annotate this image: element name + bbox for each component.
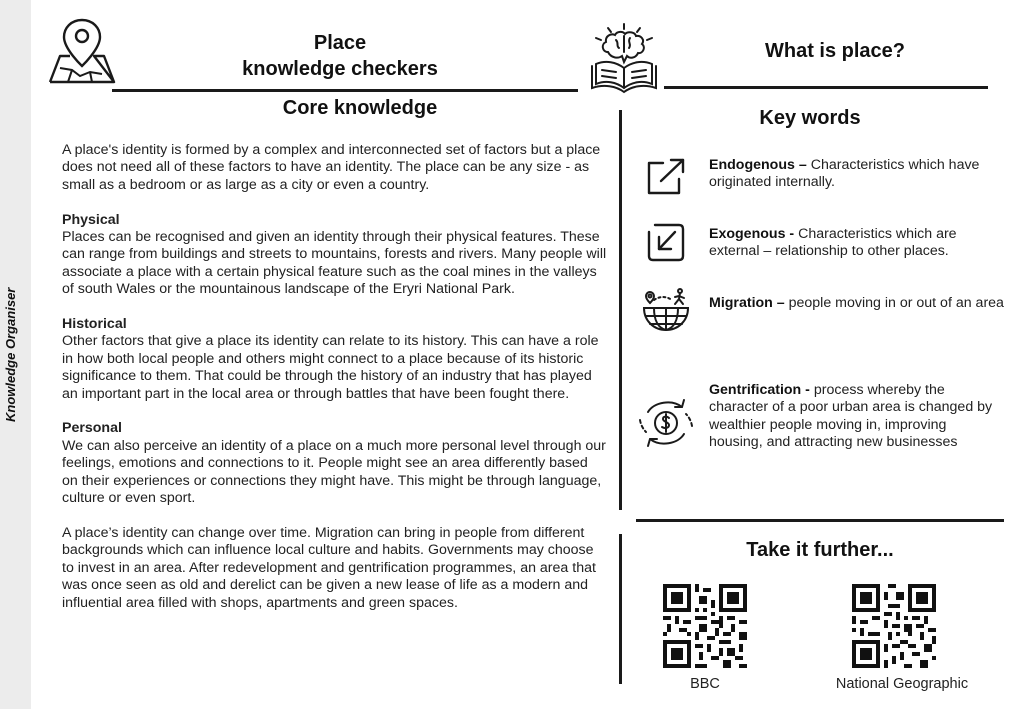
core-knowledge-heading: Core knowledge	[282, 97, 438, 119]
keyword-definition: process whereby the character of a poor urban area is changed by wealthier people moving in, improving housing, and attracting new businesses	[709, 382, 993, 451]
personal-title: Personal	[62, 420, 122, 437]
map-pin-icon	[46, 16, 116, 84]
keyword-endogenous	[709, 157, 1009, 192]
core-knowledge-body	[62, 142, 607, 629]
money-cycle-icon	[638, 398, 694, 448]
sidebar-label: Knowledge Organiser	[3, 287, 18, 423]
personal-text: We can also perceive an identity of a place on a much more personal level through our feelings, emotions and connections to it. People might see an area differently based on their experiences or connections they might have. This might be through language, culture or even sport.	[62, 437, 606, 507]
right-title-underline	[664, 86, 988, 89]
globe-migration-icon	[640, 288, 692, 332]
keyword-term: Gentrification -	[709, 382, 810, 398]
keyword-term: Exogenous -	[709, 226, 795, 242]
title-underline	[112, 89, 578, 92]
keyword-definition: Characteristics which have originated internally.	[709, 157, 980, 191]
title-line-1: Place	[313, 32, 367, 54]
core-closing: A place’s identity can change over time. Migration can bring in people from different backgrounds which can influence local culture and habits. Governments may choose to invest in an area. After redevelopment and gentrification programmes, an area that was once seen as old and derelict can be given a new lease of life as a modern and influential area filled with shops, apartments and green spaces.	[62, 524, 596, 611]
physical-section	[62, 212, 607, 299]
personal-section	[62, 420, 607, 507]
keyword-gentrification	[709, 382, 1001, 452]
arrow-out-icon	[645, 157, 687, 197]
take-it-further-heading: Take it further...	[746, 539, 894, 561]
keyword-term: Endogenous –	[709, 157, 807, 173]
bbc-link-label[interactable]: BBC	[690, 676, 720, 692]
qr-code-icon[interactable]	[663, 584, 747, 668]
physical-text: Places can be recognised and given an identity through their physical features. These can range from buildings and streets to mountains, forests and rivers. Many people will associate a place with a certain physical feature such as the coal mines in the valleys of south Wales or the mountainous landscape of the Eryri National Park.	[62, 229, 607, 298]
national-geographic-link-label[interactable]: National Geographic	[835, 676, 969, 692]
keyword-migration	[709, 295, 1004, 312]
keyword-exogenous	[709, 226, 1009, 261]
column-divider-bottom	[619, 534, 622, 684]
keywords-divider	[636, 519, 1004, 522]
keyword-definition: people moving in or out of an area	[788, 295, 1004, 311]
key-words-heading: Key words	[759, 107, 861, 129]
qr-code-icon[interactable]	[852, 584, 936, 668]
keyword-definition: Characteristics which are external – relationship to other places.	[709, 226, 957, 260]
brain-book-icon	[586, 22, 662, 96]
sidebar	[0, 0, 31, 709]
title-line-2: knowledge checkers	[242, 58, 438, 80]
what-is-place-heading: What is place?	[764, 40, 906, 62]
arrow-in-icon	[645, 222, 687, 264]
historical-title: Historical	[62, 316, 127, 333]
historical-text: Other factors that give a place its identity can relate to its history. This can have a role in how both local people and others might connect to a place because of its historic significance to them. That could be through the history of an industry that has played an important part in the local area or through battles that have been fought there.	[62, 333, 599, 402]
core-intro: A place's identity is formed by a complex and interconnected set of factors but a place does not need all of these factors to have an identity. The place can be any size - as small as a bedroom or as large as a city or even a country.	[62, 142, 601, 193]
historical-section	[62, 316, 607, 403]
column-divider-top	[619, 110, 622, 510]
physical-title: Physical	[62, 211, 120, 228]
page-title	[200, 30, 480, 82]
keyword-term: Migration –	[709, 295, 785, 311]
